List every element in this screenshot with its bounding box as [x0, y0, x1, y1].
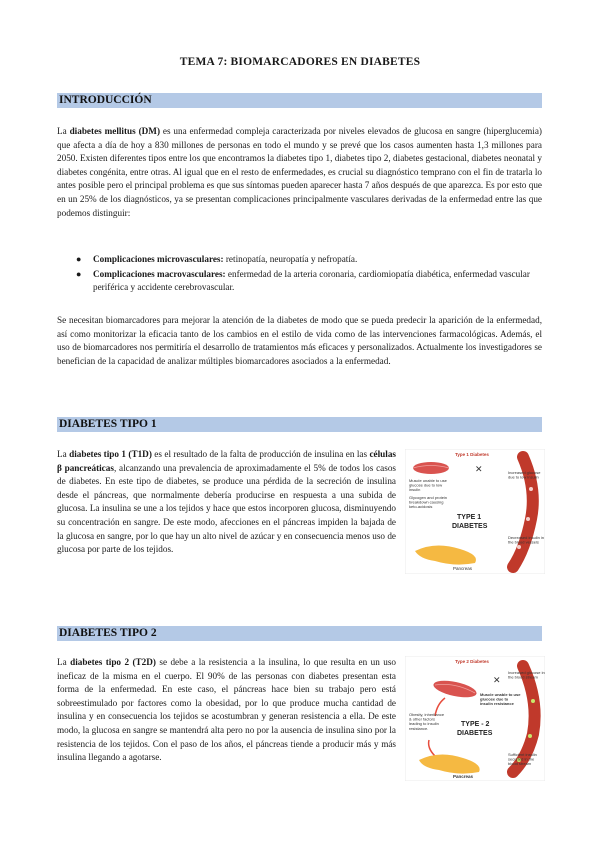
t1-paragraph: La diabetes tipo 1 (T1D) es el resultado de la falta de producción de insulina en las células β pancreáticas, alcanzando una prevalencia de aproximadamente el 5% de todos los casos de diabetes. En este tipo de diabetes, se produce una pérdida de la secreción de insulina desde el páncreas, que normalmente debería producirse en respuesta a una subida de glucosa. La insulina se une a los tejidos y hace que estos incorporen glucosa, disminuyendo su concentración en sangre. De este modo, afecciones en el páncreas impiden la bajada de la glucosa en sangre, por lo que hay un alto nivel de azúcar y en consecuencia menos uso de glucosa por parte de los tejidos.: [57, 449, 396, 555]
section-heading-diabetes-tipo-1: DIABETES TIPO 1: [57, 417, 542, 432]
figure-header: Type 1 Diabetes: [455, 452, 489, 457]
increased-glucose-label: Increased glucose in the blood stream: [508, 670, 545, 680]
increased-glucose-label: Increased glucose due to low insulin: [508, 470, 541, 480]
glycogen-label: Glycogen and protein breakdown causing keto-acidosis: [409, 495, 448, 510]
section-heading-introduccion: INTRODUCCIÓN: [57, 93, 542, 108]
muscle-label: Muscle unable to use glucose due to low insulin: [409, 478, 447, 493]
glucose-particle: [528, 734, 532, 738]
list-item: ● Complicaciones macrovasculares: enfermedad de la arteria coronaria, cardiomiopatía diabética, enfermedad vascular periférica y accidente cerebrovascular.: [76, 268, 530, 293]
t2-paragraph: La diabetes tipo 2 (T2D) se debe a la resistencia a la insulina, lo que resulta en un uso ineficaz de la misma en el cuerpo. El 90% de las personas con diabetes presentan esta forma de la enfermedad. En este caso, el páncreas hace bien su trabajo pero está sobreestimulado por factores como la obesidad, por lo que produce mucha cantidad de insulina y en consecuencia los tejidos se acostumbran y generan resistencia a ella. De este modo, la glucosa en sangre se mantendrá alta pero no por la ausencia de insulina sino por la resistencia de los tejidos. Con el paso de los años, el páncreas tiende a producir más y más insulina llegando a agotarse.: [57, 657, 396, 763]
obesity-label: Obesity, inheritance & other factors leading to insulin resistance.: [409, 712, 445, 731]
intro-paragraph-2: Se necesitan biomarcadores para mejorar la atención de la diabetes de modo que se pueda predecir la aparición de la enfermedad, así como monitorizar la eficacia tanto de los cambios en el estilo de vida como de las intervenciones farmacológicas. Además, el uso de biomarcadores nos permitiría el desarrollo de tratamientos más eficaces y personalizados. Actualmente los investigadores se benefician de la capacidad de analizar múltiples biomarcadores asociados a la enfermedad.: [57, 315, 542, 366]
page-title: TEMA 7: BIOMARCADORES EN DIABETES: [179, 56, 421, 68]
complications-list: [57, 253, 542, 296]
muscle-label: Muscle unable to use glucose due to insulin resistance: [480, 692, 521, 707]
figure-header: Type 2 Diabetes: [455, 659, 489, 664]
intro-paragraph-1: La diabetes mellitus (DM) es una enfermedad compleja caracterizada por niveles elevados de glucosa en sangre (hiperglucemia) que afecta a día de hoy a 830 millones de personas en todo el mundo y se prevé que los casos aumenten hasta 1,3 millones para 2050. Existen diferentes tipos entre los que encontramos la diabetes tipo 1, diabetes tipo 2, diabetes gestacional, diabetes neonatal y diabetes congénita, entre otras. Al igual que en el resto de enfermedades, es crucial su diagnóstico temprano con el fin de tratarla lo antes posible pero el principal problema es que sus síntomas pueden aparecer hasta 7 años después de que aparezca. Es por esto que en un 25% de los diagnósticos, ya se presentan complicaciones principalmente vasculares derivadas de la enfermedad entre las que podemos distinguir:: [57, 126, 542, 218]
pancreas-label: Pancreas: [453, 566, 473, 571]
figure-title-line1: TYPE 1: [457, 514, 482, 521]
glucose-particle: [531, 699, 535, 703]
blood-cell: [517, 545, 521, 549]
figure-title-line2: DIABETES: [452, 523, 488, 530]
blocked-x-icon: ✕: [493, 676, 501, 686]
decreased-insulin-label: Decreased insulin in the blood vessels: [508, 535, 545, 545]
section-heading-diabetes-tipo-2: DIABETES TIPO 2: [57, 626, 542, 641]
blood-cell: [526, 517, 530, 521]
list-item: ● Complicaciones microvasculares: retinopatía, neuropatía y nefropatía.: [76, 254, 358, 264]
figure-title-line2: DIABETES: [457, 730, 493, 737]
figure-title-line1: TYPE - 2: [461, 721, 490, 728]
pancreas-label: Pancreas: [453, 774, 474, 779]
type-2-diabetes-figure: [405, 656, 545, 781]
sufficient-insulin-label: Sufficient insulin secreted in the blood stream: [508, 752, 537, 767]
muscle-icon: [413, 462, 449, 474]
type-1-diabetes-figure: [405, 449, 545, 574]
blocked-x-icon: ✕: [475, 465, 483, 475]
blood-cell: [529, 487, 533, 491]
